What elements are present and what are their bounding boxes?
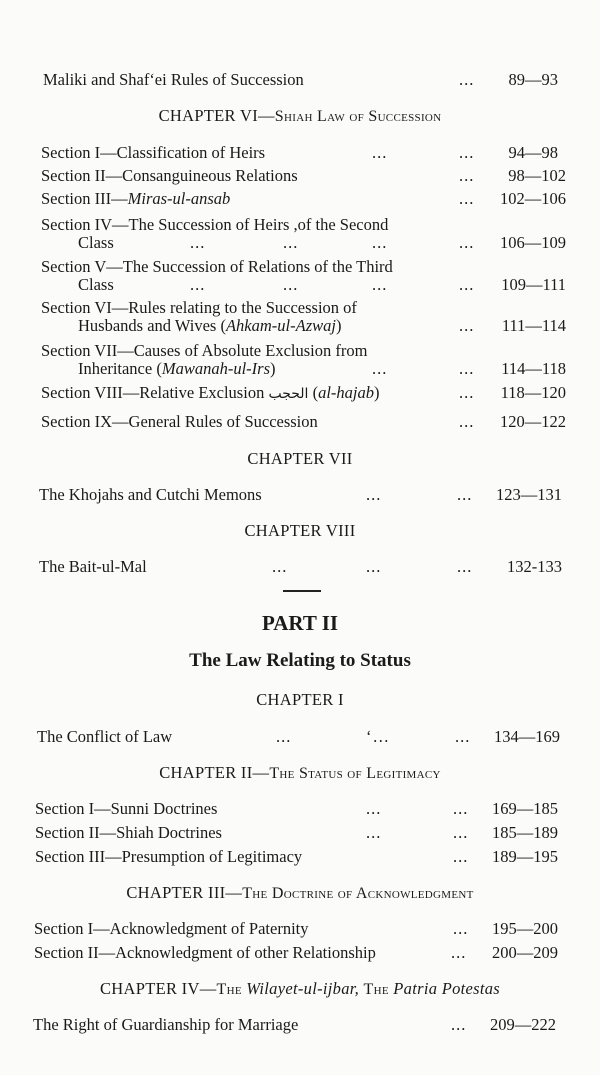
entry-title-line1: Section VI—Rules relating to the Succession of	[41, 298, 357, 317]
part-subtitle: The Law Relating to Status	[189, 650, 411, 671]
entry-italic: Mawanah-ul-Irs	[161, 359, 270, 378]
entry-title: The Right of Guardianship for Marriage	[33, 1015, 299, 1034]
page-range: 132-133	[507, 557, 562, 576]
entry-text: Section VIII—Relative Exclusion	[41, 383, 265, 402]
leader-dots: ...	[190, 233, 206, 252]
entry-title-line1: Section V—The Succession of Relations of the Third	[41, 257, 393, 276]
entry-italic: al-hajab	[318, 383, 374, 402]
chapter-title: Shiah Law of Succession	[274, 108, 442, 125]
page-range: 118—120	[500, 383, 566, 402]
chapter-heading	[0, 763, 600, 783]
leader-dots: ...	[366, 823, 382, 842]
chapter-heading: CHAPTER I	[256, 690, 344, 709]
entry-title: The Khojahs and Cutchi Memons	[39, 485, 262, 504]
chapter-heading	[0, 979, 600, 999]
entry-text: )	[270, 359, 276, 378]
entry-title: The Conflict of Law	[37, 727, 173, 746]
arabic-term: الحجب	[268, 386, 309, 402]
leader-dots: ...	[455, 727, 471, 746]
entry-title-line1: Section VII—Causes of Absolute Exclusion from	[41, 341, 368, 360]
entry-title-line2	[78, 316, 341, 336]
chapter-title: The Status of Legitimacy	[269, 765, 441, 782]
leader-dots: ...	[459, 143, 475, 162]
leader-dots: ...	[372, 143, 388, 162]
entry-text: (	[312, 383, 319, 402]
leader-dots: ...	[372, 233, 388, 252]
entry-title-line2: Class	[78, 233, 114, 252]
page-range: 185—189	[492, 823, 558, 842]
leader-dots: ...	[453, 823, 469, 842]
leader-dots: ...	[453, 799, 469, 818]
leader-dots: ...	[190, 275, 206, 294]
chapter-title-italic: Wilayet-ul-ijbar,	[246, 979, 360, 998]
chapter-heading: CHAPTER VII	[247, 449, 353, 468]
leader-dots: ...	[459, 166, 475, 185]
page-range: 189—195	[492, 847, 558, 866]
entry-title: Section III—Presumption of Legitimacy	[35, 847, 303, 866]
leader-dots: ...	[459, 189, 475, 208]
page-range: 98—102	[508, 166, 566, 185]
leader-dots: ...	[457, 557, 473, 576]
page-range: 102—106	[500, 189, 566, 208]
entry-title: The Bait-ul-Mal	[39, 557, 147, 576]
leader-dots: ...	[283, 233, 299, 252]
page-range: 123—131	[496, 485, 562, 504]
chapter-heading	[0, 883, 600, 903]
leader-dots: ...	[451, 943, 467, 962]
leader-dots: ...	[459, 233, 475, 252]
leader-dots: ...	[459, 275, 475, 294]
entry-title: Section I—Sunni Doctrines	[35, 799, 218, 818]
entry-title-line1: Section IV—The Succession of Heirs ,of the Second	[41, 215, 389, 234]
entry-italic: Ahkam-ul-Azwaj	[225, 316, 336, 335]
entry-title: Section II—Acknowledgment of other Relationship	[34, 943, 376, 962]
entry-title-italic: Miras-ul-ansab	[127, 189, 231, 208]
leader-dots: ...	[372, 359, 388, 378]
leader-dots: ...	[453, 919, 469, 938]
chapter-title-italic: Patria Potestas	[393, 979, 501, 998]
page-range: 114—118	[501, 359, 566, 378]
leader-dots: ...	[459, 412, 475, 431]
page-range: 109—111	[501, 275, 566, 294]
page-range: 111—114	[501, 316, 566, 335]
leader-dots: ...	[459, 316, 475, 335]
page-range: 120—122	[500, 412, 566, 431]
entry-title: Section IX—General Rules of Succession	[41, 412, 318, 431]
chapter-number: CHAPTER II—	[159, 763, 270, 782]
leader-dots: ...	[372, 275, 388, 294]
entry-title	[41, 383, 379, 404]
entry-text: )	[373, 383, 380, 402]
chapter-number: CHAPTER IV—	[99, 979, 217, 998]
leader-dots: ...	[457, 485, 473, 504]
page-range: 94—98	[508, 143, 558, 162]
leader-dots: ‘…	[366, 727, 390, 746]
page-range: 209—222	[490, 1015, 556, 1034]
entry-title: Section II—Consanguineous Relations	[41, 166, 298, 185]
leader-dots: ...	[459, 383, 475, 402]
chapter-number: CHAPTER VI—	[158, 106, 275, 125]
page-range: 106—109	[500, 233, 566, 252]
leader-dots: ...	[366, 485, 382, 504]
part-heading: PART II	[261, 611, 339, 635]
chapter-heading	[0, 106, 600, 126]
entry-title-line2	[78, 359, 276, 379]
leader-dots: ...	[283, 275, 299, 294]
leader-dots: ...	[366, 557, 382, 576]
entry-text: Inheritance (	[78, 359, 162, 378]
section-divider	[283, 590, 321, 592]
entry-title: Section I—Classification of Heirs	[41, 143, 266, 162]
leader-dots: ...	[459, 70, 475, 89]
page-range: 200—209	[492, 943, 558, 962]
entry-title: Section I—Acknowledgment of Paternity	[34, 919, 309, 938]
leader-dots: ...	[272, 557, 288, 576]
leader-dots: ...	[451, 1015, 467, 1034]
entry-title: Maliki and Shaf‘ei Rules of Succession	[43, 70, 304, 89]
page-range: 195—200	[492, 919, 558, 938]
leader-dots: ...	[366, 799, 382, 818]
chapter-title: The	[216, 981, 242, 998]
entry-title	[41, 189, 230, 209]
entry-title-line2: Class	[78, 275, 114, 294]
entry-title: Section II—Shiah Doctrines	[35, 823, 222, 842]
entry-text: )	[335, 316, 342, 335]
leader-dots: ...	[276, 727, 292, 746]
chapter-title: The Doctrine of Acknowledgment	[242, 885, 474, 902]
page-range: 89—93	[508, 70, 558, 89]
page-range: 134—169	[494, 727, 560, 746]
chapter-number: CHAPTER III—	[126, 883, 243, 902]
leader-dots: ...	[453, 847, 469, 866]
leader-dots: ...	[459, 359, 475, 378]
chapter-heading: CHAPTER VIII	[244, 521, 356, 540]
chapter-title: The	[363, 981, 389, 998]
entry-text: Husbands and Wives (	[78, 316, 226, 335]
page-range: 169—185	[492, 799, 558, 818]
entry-title-prefix: Section III—	[41, 189, 128, 208]
